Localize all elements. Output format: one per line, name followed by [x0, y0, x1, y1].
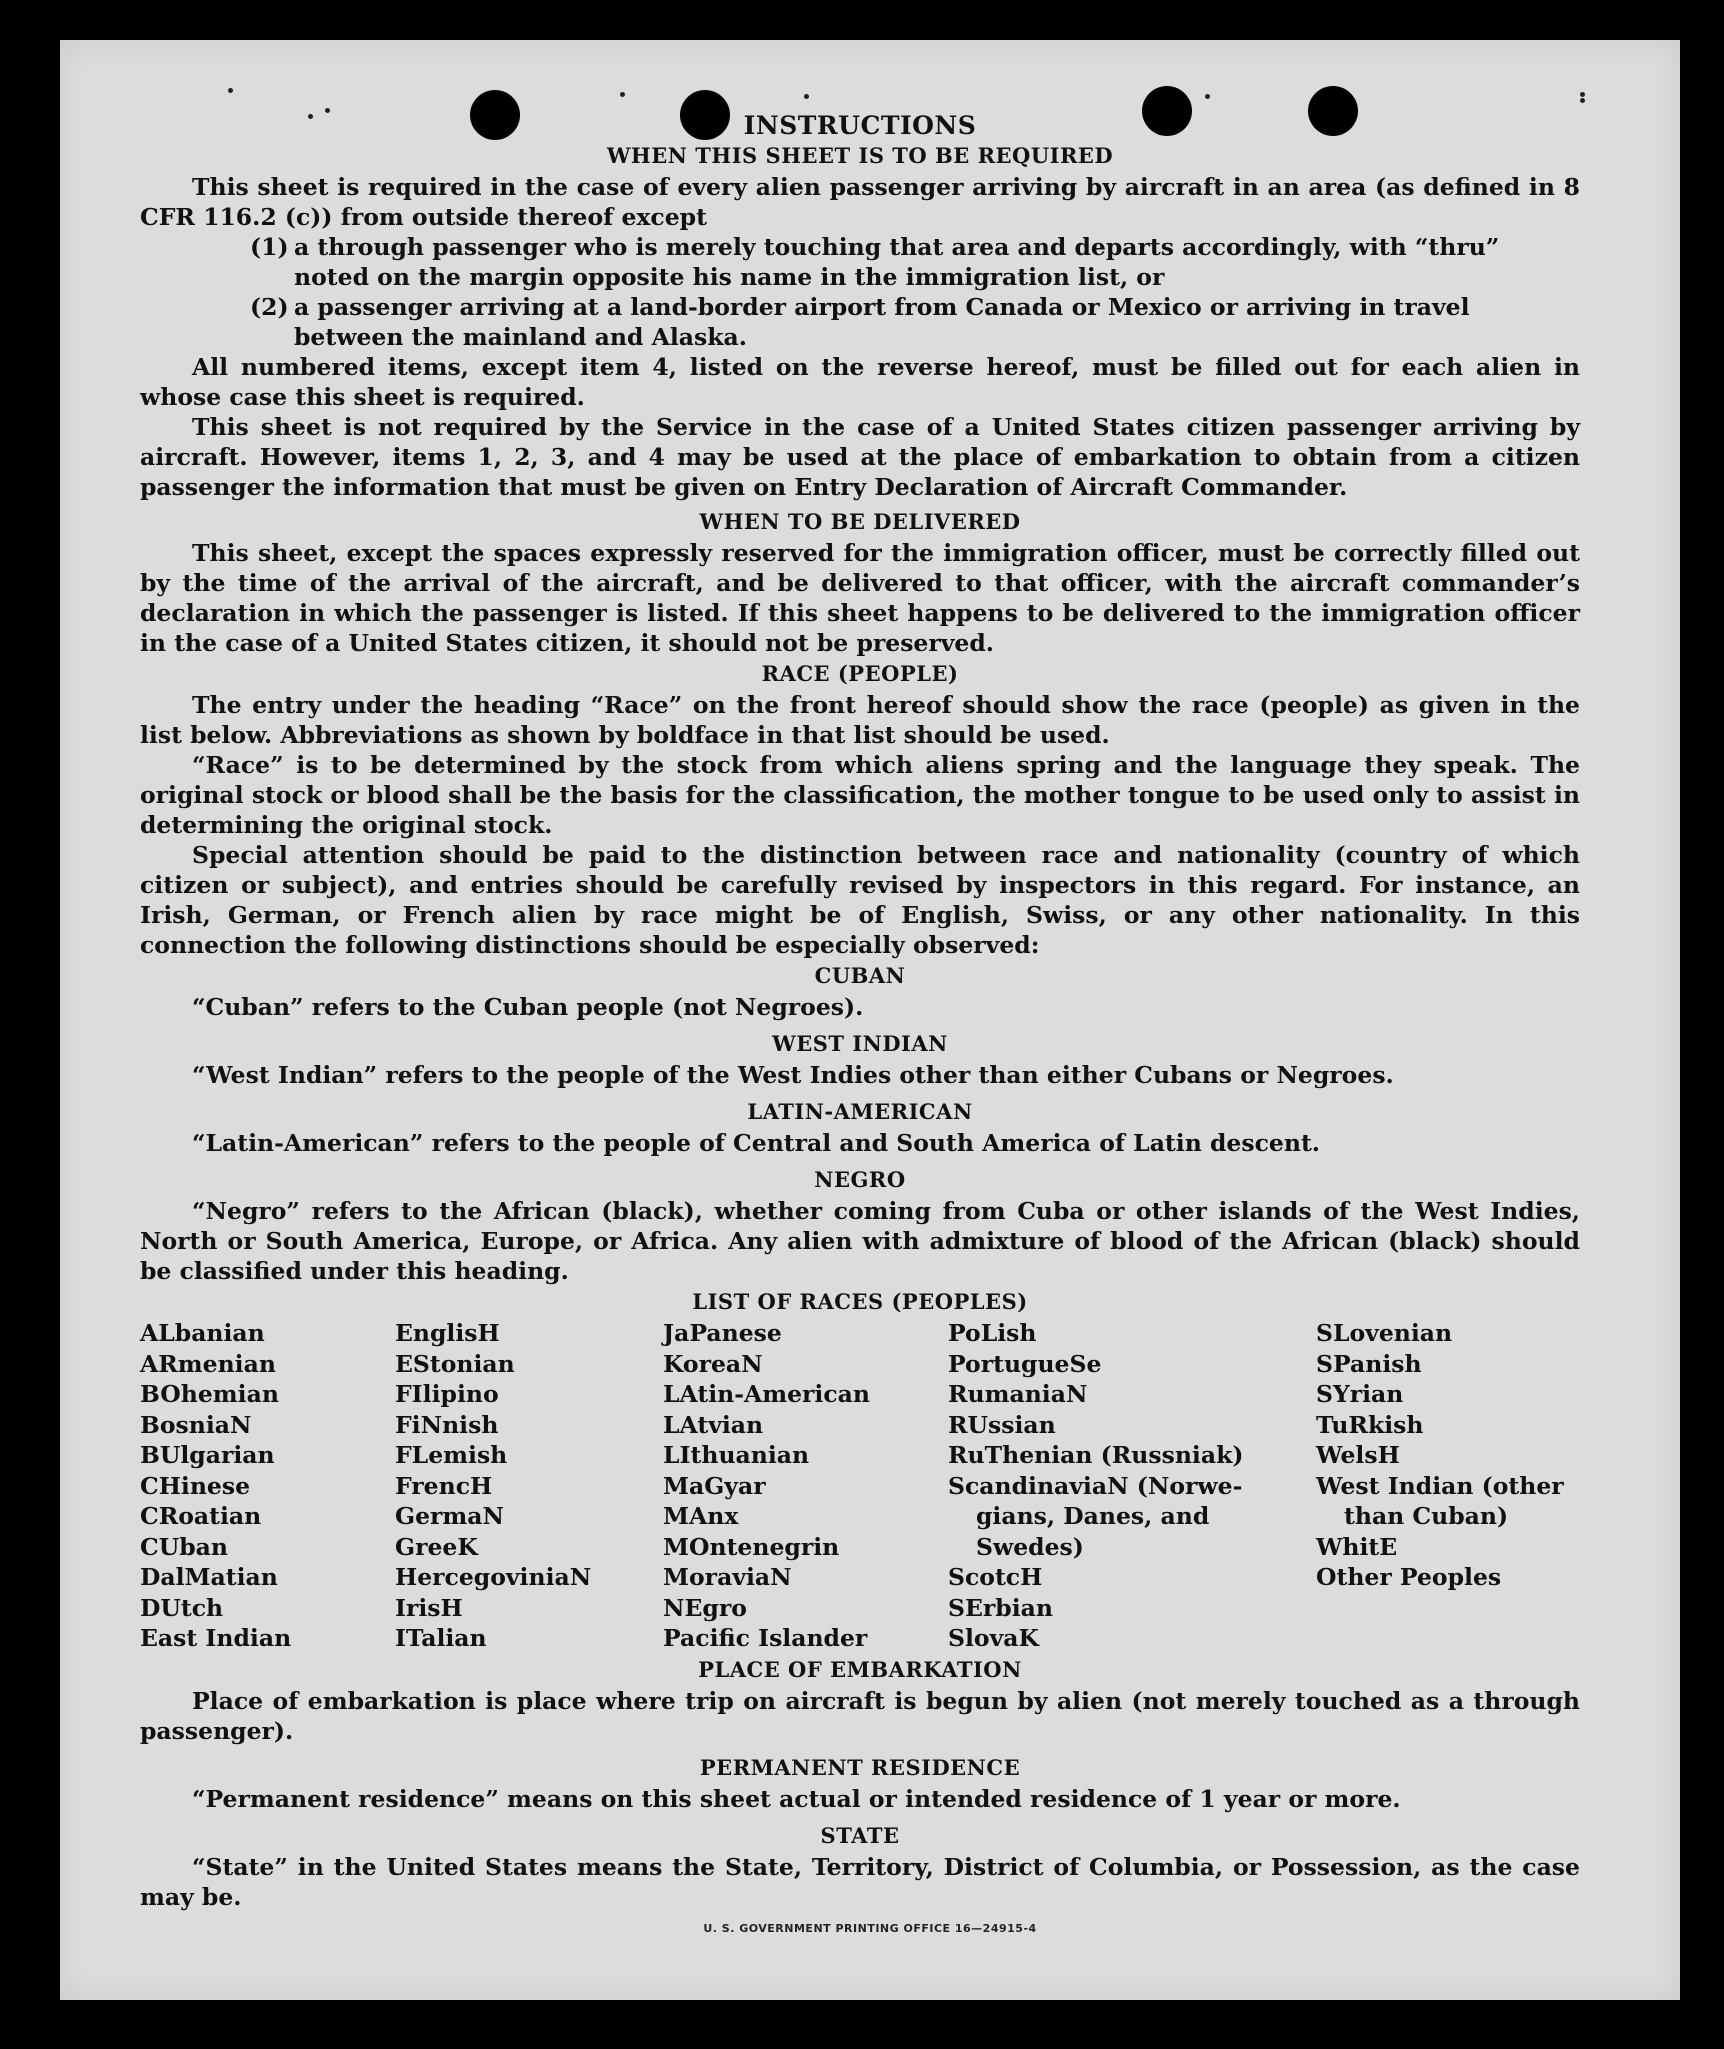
section-heading: LATIN-AMERICAN — [747, 1099, 973, 1124]
ink-speck — [1205, 94, 1210, 99]
race-entry: LAtvian — [663, 1410, 764, 1439]
race-entry: ALbanian — [140, 1319, 265, 1347]
race-entry: MAnx — [663, 1502, 739, 1530]
race-entry: SLovenian — [1316, 1319, 1453, 1347]
race-entry: FiNnish — [395, 1410, 499, 1439]
item-number: (2) — [250, 293, 289, 321]
paragraph: The entry under the heading “Race” on the front hereof should show the race (people) as given in the list below. Abbreviations as shown by boldface in that list should be used. — [140, 691, 1580, 749]
section-heading: WHEN THIS SHEET IS TO BE REQUIRED — [606, 143, 1114, 168]
race-entry: RUssian — [948, 1410, 1056, 1439]
section-heading: NEGRO — [814, 1167, 906, 1192]
instructions-text — [140, 110, 1580, 1912]
paragraph: Special attention should be paid to the distinction between race and nationality (country of which citizen or subject), and entries should be carefully revised by inspectors in this regard. For instance, an Irish, German, or French alien by race might be of English, Swiss, or any other nationality. In this connection the following distinctions should be especially observed: — [140, 841, 1580, 959]
race-entry: SErbian — [948, 1593, 1053, 1622]
race-entry: WelsH — [1316, 1441, 1400, 1469]
race-entry: SYrian — [1316, 1380, 1404, 1408]
race-list — [140, 1318, 1580, 1654]
race-entry-continued: than Cuban) — [1344, 1502, 1509, 1530]
race-entry: MaGyar — [663, 1471, 766, 1500]
race-entry: TuRkish — [1316, 1410, 1424, 1439]
race-entry: IrisH — [395, 1593, 463, 1622]
race-entry: GermaN — [395, 1502, 504, 1530]
paragraph: This sheet is required in the case of every alien passenger arriving by aircraft in an area (as defined in 8 CFR 116.2 (c)) from outside thereof except — [140, 173, 1580, 231]
race-entry: ARmenian — [140, 1349, 276, 1378]
section-heading: RACE (PEOPLE) — [761, 661, 959, 686]
race-entry: FrencH — [395, 1471, 493, 1500]
race-column — [395, 1318, 663, 1654]
section-heading: CUBAN — [814, 963, 906, 988]
ink-speck — [804, 94, 809, 99]
race-entry: SPanish — [1316, 1349, 1422, 1378]
race-entry: MOntenegrin — [663, 1532, 840, 1561]
race-entry: LAtin-American — [663, 1380, 870, 1408]
section-heading: WHEN TO BE DELIVERED — [699, 509, 1021, 534]
list-item — [250, 292, 1580, 352]
section-heading: STATE — [820, 1822, 900, 1848]
section-heading: PERMANENT RESIDENCE — [699, 1754, 1021, 1780]
race-entry: Other Peoples — [1316, 1563, 1502, 1591]
race-entry: ITalian — [395, 1624, 487, 1652]
paragraph: “West Indian” refers to the people of the West Indies other than either Cubans or Negroes. — [192, 1061, 1394, 1089]
printer-imprint: U. S. GOVERNMENT PRINTING OFFICE 16—24915-4 — [703, 1922, 1037, 1935]
section-heading: LIST OF RACES (PEOPLES) — [692, 1289, 1028, 1314]
paragraph: “Permanent residence” means on this sheet actual or intended residence of 1 year or more. — [192, 1784, 1401, 1813]
race-entry: PortugueSe — [948, 1349, 1102, 1378]
race-column — [663, 1318, 948, 1654]
race-entry: West Indian (other — [1316, 1471, 1564, 1500]
race-entry: HercegoviniaN — [395, 1563, 592, 1591]
page-title: INSTRUCTIONS — [743, 111, 977, 140]
race-entry: RumaniaN — [948, 1380, 1088, 1408]
race-entry: FIlipino — [395, 1380, 499, 1408]
race-entry: PoLish — [948, 1319, 1037, 1347]
race-entry: SlovaK — [948, 1624, 1039, 1652]
item-text: a through passenger who is merely touching that area and departs accordingly, with “thru” noted on the margin opposite his name in the immigration list, or — [294, 233, 1500, 291]
race-entry: RuThenian (Russniak) — [948, 1441, 1244, 1469]
race-entry: DUtch — [140, 1593, 224, 1622]
list-item — [250, 232, 1580, 292]
item-text: a passenger arriving at a land-border airport from Canada or Mexico or arriving in travel between the mainland and Alaska. — [294, 293, 1470, 351]
race-column — [948, 1318, 1316, 1654]
paragraph: This sheet, except the spaces expressly reserved for the immigration officer, must be correctly filled out by the time of the arrival of the aircraft, and be delivered to that officer, with the aircraft commander’s declaration in which the passenger is listed. If this sheet happens to be delivered to the immigration officer in the case of a United States citizen, it should not be preserved. — [140, 539, 1580, 657]
race-entry: Pacific Islander — [663, 1624, 868, 1652]
ink-speck — [228, 88, 233, 93]
race-entry: BUlgarian — [140, 1441, 275, 1469]
race-entry: CRoatian — [140, 1502, 262, 1530]
paragraph: “Race” is to be determined by the stock from which aliens spring and the language they speak. The original stock or blood shall be the basis for the classification, the mother tongue to be used only to assist in determining the original stock. — [140, 751, 1580, 839]
race-entry-continued: Swedes) — [976, 1532, 1084, 1561]
paragraph: “Negro” refers to the African (black), whether coming from Cuba or other islands of the West Indies, North or South America, Europe, or Africa. Any alien with admixture of blood of the African (black) should be classified under this heading. — [140, 1197, 1580, 1285]
section-heading: PLACE OF EMBARKATION — [698, 1656, 1022, 1682]
race-column — [1316, 1318, 1580, 1654]
race-entry: MoraviaN — [663, 1563, 792, 1591]
race-entry: ScandinaviaN (Norwe- — [948, 1471, 1243, 1500]
race-entry: DalMatian — [140, 1563, 278, 1591]
race-entry: East Indian — [140, 1624, 292, 1652]
paragraph: All numbered items, except item 4, listed on the reverse hereof, must be filled out for each alien in whose case this sheet is required. — [140, 353, 1580, 411]
race-entry: JaPanese — [663, 1319, 782, 1347]
race-entry-continued: gians, Danes, and — [976, 1502, 1210, 1530]
item-number: (1) — [250, 233, 289, 261]
race-entry: GreeK — [395, 1532, 478, 1561]
race-entry: ScotcH — [948, 1563, 1043, 1591]
paragraph: “State” in the United States means the State, Territory, District of Columbia, or Possession, as the case may be. — [140, 1852, 1580, 1911]
race-entry: EStonian — [395, 1349, 515, 1378]
paragraph: This sheet is not required by the Service in the case of a United States citizen passenger arriving by aircraft. However, items 1, 2, 3, and 4 may be used at the place of embarkation to obtain from a citizen passenger the information that must be given on Entry Declaration of Aircraft Commander. — [140, 413, 1580, 501]
ink-speck — [620, 92, 625, 97]
race-entry: WhitE — [1316, 1532, 1398, 1561]
race-entry: EnglisH — [395, 1319, 500, 1347]
race-entry: CHinese — [140, 1471, 251, 1500]
section-heading: WEST INDIAN — [772, 1031, 948, 1056]
paragraph: “Cuban” refers to the Cuban people (not Negroes). — [192, 993, 864, 1021]
race-entry: NEgro — [663, 1593, 747, 1622]
document-page — [60, 40, 1680, 2000]
race-entry: CUban — [140, 1532, 228, 1561]
race-entry: BosniaN — [140, 1410, 252, 1439]
race-entry: BOhemian — [140, 1380, 279, 1408]
ink-speck — [1580, 92, 1585, 97]
race-entry: KoreaN — [663, 1349, 763, 1378]
race-column — [140, 1318, 395, 1654]
paragraph: Place of embarkation is place where trip on aircraft is begun by alien (not merely touched as a through passenger). — [140, 1686, 1580, 1745]
ink-speck — [1580, 98, 1585, 103]
race-entry: FLemish — [395, 1441, 508, 1469]
race-entry: LIthuanian — [663, 1441, 810, 1469]
paragraph: “Latin-American” refers to the people of Central and South America of Latin descent. — [192, 1129, 1320, 1157]
